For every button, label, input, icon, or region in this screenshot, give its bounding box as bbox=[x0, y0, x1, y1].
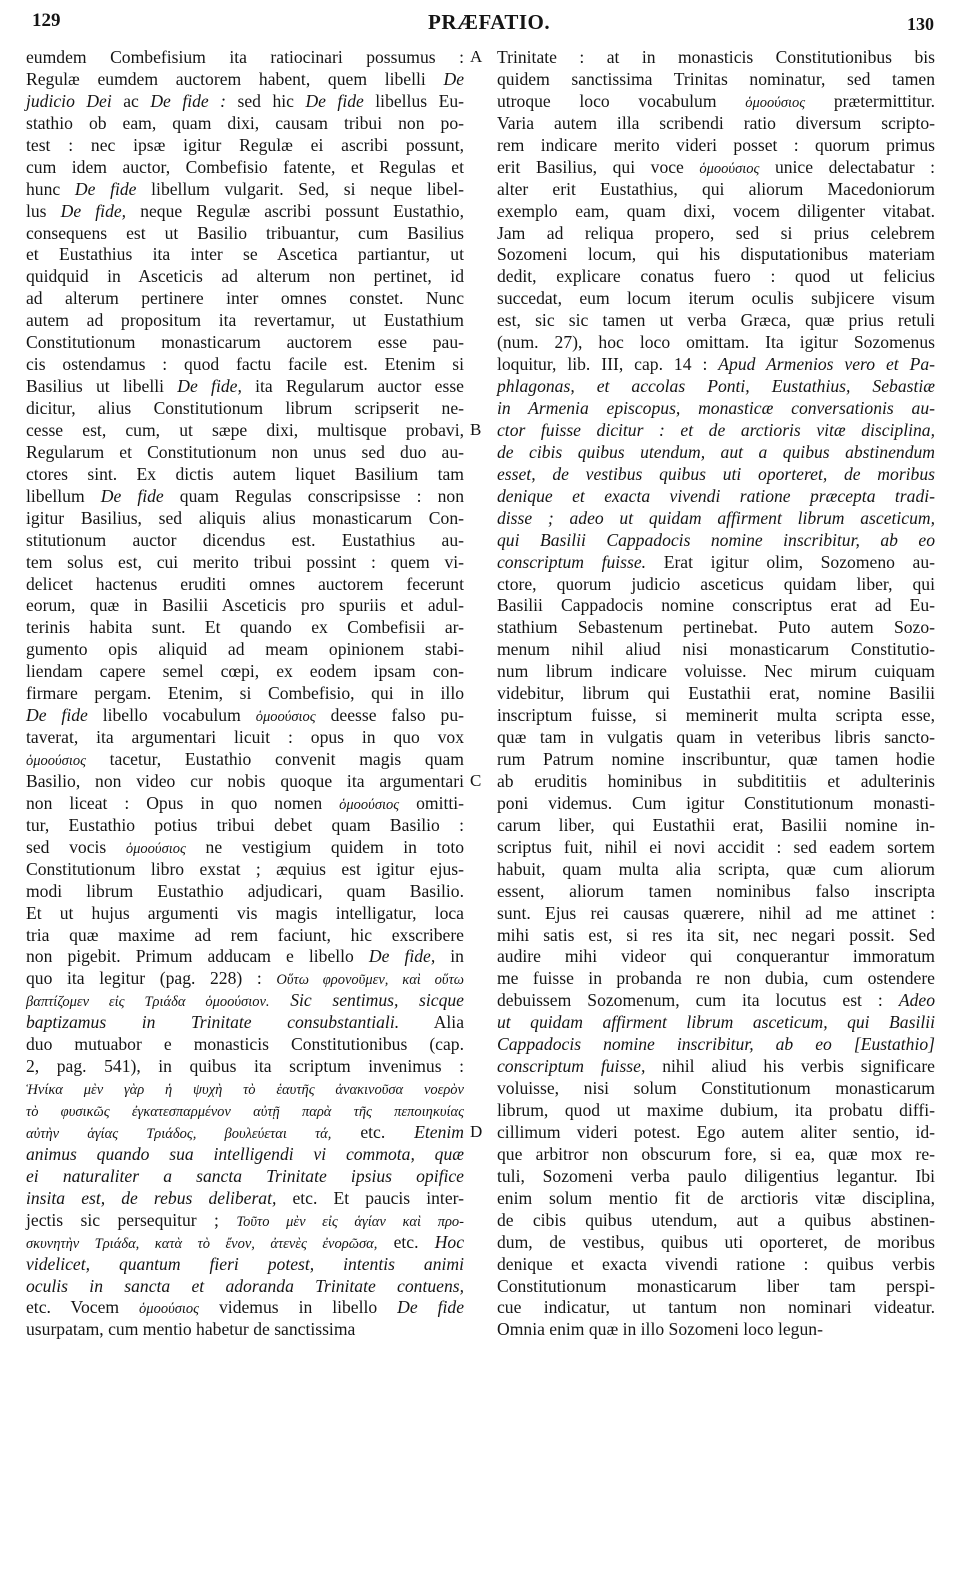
text-line bbox=[497, 705, 935, 727]
italic-text: ut quidam affirment librum asceticum, qui Basilii bbox=[497, 1012, 935, 1033]
text-run: que arbitror non obscurum fore, si ea, quæ mox re- bbox=[497, 1143, 935, 1164]
text-line bbox=[26, 1100, 464, 1122]
text-run: stathium Sebastenum pertinebat. Puto autem Sozo- bbox=[497, 617, 935, 638]
text-line bbox=[26, 354, 464, 376]
italic-text: De fide, bbox=[368, 946, 436, 967]
text-line bbox=[497, 244, 935, 266]
text-line bbox=[26, 486, 464, 508]
text-line bbox=[497, 1319, 935, 1341]
greek-text: Ἡνίκα μὲν γὰρ ἡ ψυχὴ τὸ ἑαυτῆς ἀνακινοῦσα νοερὸν bbox=[26, 1082, 464, 1099]
text-line bbox=[26, 925, 464, 947]
text-line bbox=[26, 749, 464, 771]
italic-text: conscriptum fuisse, bbox=[497, 1056, 646, 1077]
text-run: cue indicatur, ut tantum non nominari videatur. bbox=[497, 1297, 935, 1318]
text-run: audire mihi videor qui conquerantur immoratum bbox=[497, 946, 935, 967]
text-run: dicitur, alius Constitutionum librum scripserit ne- bbox=[26, 398, 464, 418]
page-number-right: 130 bbox=[907, 14, 934, 34]
greek-text: ὁμοούσιος bbox=[139, 1301, 200, 1318]
text-line bbox=[26, 47, 464, 69]
text-run: cillimum videri potest. Ego autem aliter sentio, id- bbox=[497, 1121, 935, 1142]
text-line bbox=[26, 574, 464, 596]
text-run: libellum bbox=[26, 485, 101, 506]
text-run: Basilius ut libelli bbox=[26, 376, 178, 397]
text-run: eumdem Combefisium ita ratiocinari possumus : bbox=[26, 47, 464, 67]
italic-text: De fide bbox=[397, 1297, 465, 1318]
text-line bbox=[497, 486, 935, 508]
text-line bbox=[497, 1166, 935, 1188]
italic-text: denique et exacta vivendi ratione præcepta tradi- bbox=[497, 485, 935, 506]
text-line bbox=[26, 946, 464, 968]
italic-text: De fide, bbox=[60, 200, 127, 221]
text-line bbox=[26, 179, 464, 201]
text-run: sunt. Ejus rei causas quærere, nihil ad me attinet : bbox=[497, 902, 935, 923]
text-line bbox=[497, 1188, 935, 1210]
text-line bbox=[26, 69, 464, 91]
text-line bbox=[497, 1210, 935, 1232]
text-run: succedat, eum locum iterum oculis subjicere visum bbox=[497, 288, 935, 309]
italic-text: De fide, bbox=[177, 376, 242, 397]
greek-text: ὁμοούσιος bbox=[745, 94, 806, 111]
italic-text: videlicet, quantum fieri potest, intentis animi bbox=[26, 1253, 464, 1274]
text-run: quo ita legitur (pag. 228) : bbox=[26, 968, 277, 989]
text-run: tuli, Sozomeni verba paulo diligentius legantur. Ibi bbox=[497, 1165, 935, 1186]
text-run: libello vocabulum bbox=[87, 705, 256, 726]
text-line bbox=[26, 1056, 464, 1078]
text-run: tria quæ maxime ad rem faciunt, hic exscribere bbox=[26, 924, 464, 945]
text-line bbox=[497, 530, 935, 552]
text-line bbox=[497, 859, 935, 881]
text-line bbox=[497, 157, 935, 179]
italic-text: oculis in sancta et adoranda Trinitate contuens, bbox=[26, 1275, 464, 1296]
text-line bbox=[26, 1232, 464, 1254]
text-line bbox=[26, 903, 464, 925]
text-line bbox=[497, 201, 935, 223]
text-line bbox=[497, 376, 935, 398]
text-run: firmare pergam. Etenim, si Combefisio, qui in illo bbox=[26, 683, 464, 704]
text-line bbox=[26, 1166, 464, 1188]
text-line bbox=[26, 661, 464, 683]
text-line bbox=[26, 135, 464, 157]
text-run: Basilio, non video cur nobis quoque ita argumentari bbox=[26, 770, 464, 791]
text-run: me fuisse in probanda re non dubia, cum ostendere bbox=[497, 968, 935, 989]
text-line bbox=[497, 595, 935, 617]
greek-text: τὸ φυσικῶς ἐγκατεσπαρμένον αὐτῇ παρὰ τῆς πεποιηκυίας bbox=[26, 1104, 464, 1120]
text-run: ab eruditis hominibus in subdititiis et adulterinis bbox=[497, 770, 935, 791]
text-line bbox=[26, 201, 464, 223]
text-run: de cibis quibus utendum, aut a quibus abstinen- bbox=[497, 1209, 935, 1230]
text-line bbox=[26, 815, 464, 837]
text-line bbox=[497, 332, 935, 354]
text-line bbox=[497, 310, 935, 332]
text-run: videbitur, librum qui Eustathii erat, nomine Basilii bbox=[497, 683, 935, 704]
text-line bbox=[26, 683, 464, 705]
text-run: tacetur, Eustathio convenit magis quam bbox=[86, 749, 464, 769]
italic-text: De bbox=[443, 68, 464, 89]
text-run: 2, pag. 541), in quibus ita scriptum invenimus : bbox=[26, 1056, 464, 1077]
italic-text: Etenim bbox=[414, 1121, 465, 1142]
italic-text: De fide bbox=[100, 485, 164, 506]
text-line bbox=[26, 288, 464, 310]
text-run: ita Regularum auctor esse bbox=[241, 376, 464, 397]
text-line bbox=[26, 771, 464, 793]
text-line bbox=[26, 376, 464, 398]
text-line bbox=[497, 552, 935, 574]
italic-text: Apud Armenios vero et Pa- bbox=[718, 354, 935, 375]
text-run: erit Basilius, qui voce bbox=[497, 156, 700, 177]
italic-text: Cappadocis nomine inscribitur, ab eo bbox=[497, 1034, 832, 1055]
text-run: Et ut hujus argumenti vis magis intelligatur, loca bbox=[26, 902, 464, 923]
text-line bbox=[26, 1254, 464, 1276]
text-run: carum liber, qui Eustathii erat, Basilii nomine in- bbox=[497, 814, 935, 835]
text-line bbox=[497, 946, 935, 968]
text-run: exemplo eam, quam dixi, vocem diligenter vitabat. bbox=[497, 200, 935, 221]
text-run: unice delectabatur : bbox=[759, 156, 935, 177]
text-run: cesse est, cum, ut sæpe dixi, multisque probavi, bbox=[26, 419, 464, 440]
text-run: debuissem Sozomenum, cum ita locutus est : bbox=[497, 990, 899, 1011]
text-line bbox=[497, 727, 935, 749]
text-line bbox=[497, 1254, 935, 1276]
margin-letter-b: B bbox=[470, 420, 482, 439]
italic-text: judicio Dei bbox=[26, 90, 112, 111]
text-line bbox=[26, 1078, 464, 1100]
italic-text: Adeo bbox=[898, 990, 935, 1011]
text-run: delicet hactenus eruditi omnes auctorem fecerunt bbox=[26, 573, 464, 594]
text-line bbox=[26, 617, 464, 639]
text-line bbox=[26, 595, 464, 617]
text-run: rem indicare merito videri posset : quorum primus bbox=[497, 134, 935, 155]
text-run: etc. Et paucis inter- bbox=[276, 1187, 464, 1208]
italic-text: de cibis quibus utendum, aut a quibus abstinendum bbox=[497, 441, 935, 462]
margin-letter-d: D bbox=[470, 1122, 483, 1141]
text-line bbox=[26, 442, 464, 464]
text-line bbox=[497, 683, 935, 705]
text-line bbox=[497, 925, 935, 947]
text-run: hunc bbox=[26, 178, 75, 199]
text-run: ad alterum pertinere inter omnes constet. Nunc bbox=[26, 288, 464, 309]
text-line bbox=[26, 266, 464, 288]
text-line bbox=[26, 990, 464, 1012]
text-run: inscriptum fuisse, si meminerit multa scripta esse, bbox=[497, 705, 935, 726]
text-run: gumento opis aliquid ad meam opinionem stabi- bbox=[26, 639, 464, 660]
text-run: taverat, ita argumentari licuit : opus in quo vox bbox=[26, 727, 464, 748]
text-line bbox=[26, 793, 464, 815]
text-run: Omnia enim quæ in illo Sozomeni loco legun- bbox=[497, 1319, 823, 1340]
text-line bbox=[26, 398, 464, 420]
text-run: ne vestigium quidem in toto bbox=[185, 836, 464, 857]
text-run: essent, aliorum tamen nominibus falso inscripta bbox=[497, 880, 935, 901]
text-run: Constitutionum libro exstat ; æquius est igitur ejus- bbox=[26, 858, 464, 879]
text-run: dum, de vestibus, quibus uti oporteret, de moribus bbox=[497, 1231, 935, 1252]
text-line bbox=[26, 1276, 464, 1298]
text-run: neque Regulæ ascribi possunt Eustathio, bbox=[126, 200, 464, 221]
text-run: dedit, explicare conatus fuero : quod ut felicius bbox=[497, 266, 935, 287]
text-run: Constitutionum monasticarum auctorem esse pau- bbox=[26, 332, 464, 353]
text-line bbox=[497, 135, 935, 157]
text-run: igitur Basilius, sed aliquis alius monasticarum Con- bbox=[26, 507, 464, 528]
italic-text: ctor fuisse dicitur : et de arctioris vitæ disciplina, bbox=[497, 419, 935, 440]
greek-text: ὁμοούσιος bbox=[339, 796, 400, 813]
text-line bbox=[497, 639, 935, 661]
italic-text: insita est, de rebus deliberat, bbox=[26, 1187, 277, 1208]
text-line bbox=[497, 1034, 935, 1056]
text-run: liendam capere semel cœpi, ex eodem ipsam con- bbox=[26, 661, 464, 682]
text-run: etc. Vocem bbox=[26, 1297, 140, 1318]
text-run: stathio ob eam, quam dixi, causam tribui non po- bbox=[26, 112, 464, 133]
text-line bbox=[26, 1319, 464, 1341]
text-line bbox=[26, 639, 464, 661]
text-run: menum nihil aliud nisi monasticarum Constitutio- bbox=[497, 639, 935, 660]
text-line bbox=[26, 881, 464, 903]
text-run: autem ad propositum ita revertamur, ut Eustathium bbox=[26, 310, 464, 331]
text-line bbox=[497, 1100, 935, 1122]
text-line bbox=[497, 1122, 935, 1144]
text-run: terinis habita sunt. Et quando ex Combefisii ar- bbox=[26, 617, 464, 638]
greek-text: Τοῦτο μὲν εἰς ἁγίαν καὶ προ- bbox=[236, 1213, 464, 1230]
greek-text: αὐτὴν ἁγίας Τριάδος, βουλεύεται τά, bbox=[26, 1125, 332, 1142]
italic-text: baptizamus in Trinitate consubstantiali. bbox=[26, 1012, 400, 1033]
running-title: PRÆFATIO. bbox=[428, 10, 551, 34]
text-line bbox=[26, 530, 464, 552]
text-line bbox=[26, 1188, 464, 1210]
text-run: ctores sint. Ex dictis autem liquet Basilium tam bbox=[26, 463, 464, 484]
text-run: (num. 27), hoc loco omittam. Ita igitur Sozomenus bbox=[497, 332, 935, 353]
text-run: utroque loco vocabulum bbox=[497, 90, 746, 111]
greek-text: ὁμοούσιος bbox=[125, 840, 186, 857]
text-run: mihi satis est, si res ita sit, nec negari possit. Sed bbox=[497, 924, 935, 945]
text-line bbox=[497, 1297, 935, 1319]
text-run: ctore, quorum judicio asceticus quidam liber, qui bbox=[497, 573, 935, 594]
text-run: test : nec ipsæ igitur Regulæ ei ascribi possunt, bbox=[26, 134, 464, 155]
text-line bbox=[26, 113, 464, 135]
text-line bbox=[26, 157, 464, 179]
left-text-column bbox=[26, 47, 464, 1341]
text-run: lus bbox=[26, 200, 61, 221]
text-run: quam Regulas conscripsisse : non bbox=[163, 485, 465, 506]
text-line bbox=[497, 837, 935, 859]
text-line bbox=[497, 464, 935, 486]
text-run: et Eustathius ita inter se Ascetica partiantur, ut bbox=[26, 244, 464, 265]
italic-text: Sic sentimus, sicque bbox=[290, 990, 464, 1011]
italic-text: phlagonas, et accolas Ponti, Eustathius, Sebastiæ bbox=[497, 376, 935, 397]
text-line bbox=[26, 859, 464, 881]
italic-text: ei naturaliter a sancta Trinitate ipsius opifice bbox=[26, 1165, 464, 1186]
text-line bbox=[497, 661, 935, 683]
text-run: jectis sic persequitur ; bbox=[26, 1209, 237, 1230]
text-line bbox=[26, 332, 464, 354]
text-line bbox=[497, 771, 935, 793]
text-run: libellus Eu- bbox=[363, 90, 464, 111]
italic-text: animus quando sua intelligendi vi commota, quæ bbox=[26, 1143, 464, 1164]
greek-text: ὁμοούσιος bbox=[699, 160, 760, 177]
italic-text: De fide bbox=[74, 178, 137, 199]
text-run: prætermittitur. bbox=[805, 90, 935, 111]
text-run: consequens est ut Basilio tribuantur, cum Basilius bbox=[26, 222, 464, 243]
text-run: denique et exacta vivendi ratione : quibus verbis bbox=[497, 1253, 935, 1274]
page-number-left: 129 bbox=[32, 10, 61, 31]
text-run: Basilii Cappadocis nomine conscriptus erat ad Eu- bbox=[497, 595, 935, 616]
text-line bbox=[497, 793, 935, 815]
text-line bbox=[497, 442, 935, 464]
text-run: loquitur, lib. III, cap. 14 : bbox=[497, 354, 719, 375]
text-line bbox=[497, 815, 935, 837]
text-run: enim solum mentio fit de arctioris vitæ disciplina, bbox=[497, 1187, 935, 1208]
text-line bbox=[497, 1144, 935, 1166]
text-run: num librum indicare voluisse. Nec mirum cuiquam bbox=[497, 661, 935, 682]
text-line bbox=[497, 1232, 935, 1254]
text-line bbox=[26, 837, 464, 859]
italic-text: qui Basilii Cappadocis nomine inscribitur, ab eo bbox=[497, 529, 935, 550]
text-line bbox=[497, 881, 935, 903]
text-run: deesse falso pu- bbox=[315, 705, 464, 726]
text-line bbox=[497, 266, 935, 288]
text-run: Jam ad reliqua propero, sed si prius celebrem bbox=[497, 222, 935, 243]
text-line bbox=[497, 113, 935, 135]
text-run: omitti- bbox=[399, 792, 465, 813]
text-run: Trinitate : at in monasticis Constitutionibus bis bbox=[497, 47, 935, 67]
text-line bbox=[497, 1056, 935, 1078]
text-run: in bbox=[435, 946, 464, 967]
text-line bbox=[26, 420, 464, 442]
text-line bbox=[497, 47, 935, 69]
text-line bbox=[497, 69, 935, 91]
italic-text: [Eustathio] bbox=[831, 1034, 935, 1055]
text-run: alter erit Eustathius, qui aliorum Macedoniorum bbox=[497, 178, 935, 199]
text-run: non pigebit. Primum adducam e libello bbox=[26, 946, 369, 967]
text-line bbox=[26, 464, 464, 486]
text-line bbox=[26, 705, 464, 727]
text-run: rum Patrum nomine inscribuntur, quæ tamen hodie bbox=[497, 749, 935, 769]
text-run: librum, quod ut maxime dubium, ita probatu diffi- bbox=[497, 1100, 935, 1120]
text-line bbox=[497, 617, 935, 639]
text-line bbox=[26, 1034, 464, 1056]
text-line bbox=[497, 288, 935, 310]
text-run: sed vocis bbox=[26, 836, 126, 857]
margin-letter-a: A bbox=[470, 47, 483, 66]
text-line bbox=[497, 574, 935, 596]
text-run: Regulæ eumdem auctorem habent, quem libelli bbox=[26, 68, 444, 89]
text-line bbox=[26, 727, 464, 749]
italic-text: De fide : bbox=[150, 90, 227, 111]
text-line bbox=[497, 354, 935, 376]
text-line bbox=[497, 420, 935, 442]
text-run: ac bbox=[111, 90, 151, 111]
text-line bbox=[497, 91, 935, 113]
text-line bbox=[26, 552, 464, 574]
text-line bbox=[26, 91, 464, 113]
text-run: modi librum Eustathio adjudicari, quam Basilio. bbox=[26, 880, 464, 901]
text-run: etc. bbox=[377, 1231, 435, 1252]
italic-text: De fide bbox=[305, 90, 364, 111]
text-line bbox=[26, 1144, 464, 1166]
text-line bbox=[26, 968, 464, 990]
text-run: non liceat : Opus in quo nomen bbox=[26, 792, 340, 813]
text-line bbox=[26, 1122, 464, 1144]
text-run: tur, Eustathio potius tribui debet quam Basilio : bbox=[26, 814, 464, 835]
text-run: scriptus fuit, nihil ei novi accidit : sed eadem sortem bbox=[497, 836, 935, 857]
text-run: voluisse, nisi solum Constitutionum monasticarum bbox=[497, 1078, 935, 1099]
text-run: Erat igitur olim, Sozomeno au- bbox=[646, 551, 935, 572]
text-run: usurpatam, cum mentio habetur de sanctissima bbox=[26, 1319, 356, 1340]
text-run: videmus in libello bbox=[199, 1297, 398, 1318]
text-line bbox=[26, 310, 464, 332]
text-run: Sozomeni locum, qui his disputationibus materiam bbox=[497, 244, 935, 265]
text-line bbox=[497, 398, 935, 420]
text-run: quæ tam in vulgatis quam in veteribus libris sancto- bbox=[497, 727, 935, 748]
italic-text: De fide bbox=[26, 705, 88, 726]
greek-text: ὁμοούσιος bbox=[26, 753, 86, 769]
text-run: nihil aliud his verbis significare bbox=[645, 1056, 935, 1077]
greek-text: ὁμοούσιος bbox=[255, 709, 316, 726]
text-run: tem solus est, cui merito tribui possint : quem vi- bbox=[26, 551, 464, 572]
italic-text: conscriptum fuisse. bbox=[497, 551, 647, 572]
text-run: poni videmus. Cum igitur Constitutionum monasti- bbox=[497, 792, 935, 813]
text-line bbox=[26, 1012, 464, 1034]
text-line bbox=[497, 990, 935, 1012]
text-run: sed hic bbox=[226, 90, 306, 111]
text-run: quidem sanctissima Trinitas nominatur, sed tamen bbox=[497, 68, 935, 89]
text-run: eorum, quæ in Basilii Asceticis pro spuriis et adul- bbox=[26, 595, 464, 616]
text-line bbox=[497, 903, 935, 925]
text-line bbox=[26, 508, 464, 530]
text-run: stitutionum auctor dicendus est. Eustathius au- bbox=[26, 529, 464, 550]
italic-text: disse ; adeo ut quidam affirment librum asceticum, bbox=[497, 507, 935, 528]
text-run: Constitutionum monasticarum liber tam perspi- bbox=[497, 1275, 935, 1296]
greek-text: σκυνητὴν Τριάδα, κατὰ τὸ ἔνον, ἀτενὲς ἐνορῶσα, bbox=[26, 1235, 378, 1252]
text-line bbox=[497, 508, 935, 530]
text-line bbox=[26, 1210, 464, 1232]
text-run: quidquid in Asceticis ad alterum non pertinet, id bbox=[26, 266, 464, 287]
text-run: cis ostendamus : quod factu facile est. Etenim si bbox=[26, 354, 464, 375]
right-text-column bbox=[497, 47, 935, 1341]
margin-letter-c: C bbox=[470, 771, 482, 790]
text-run: Varia autem illa scribendi ratio diversum scripto- bbox=[497, 112, 935, 133]
text-run bbox=[270, 990, 291, 1010]
text-run: libellum vulgarit. Sed, si neque libel- bbox=[136, 178, 464, 199]
text-line bbox=[497, 1012, 935, 1034]
text-line bbox=[26, 244, 464, 266]
text-line bbox=[497, 223, 935, 245]
text-line bbox=[497, 1276, 935, 1298]
text-run: duo mutuabor e monasticis Constitutionibus (cap. bbox=[26, 1034, 464, 1055]
text-line bbox=[26, 223, 464, 245]
italic-text: in Armenia episcopus, monasticæ conversationis au- bbox=[497, 398, 935, 418]
text-run: habuit, quam multa alia scripta, quæ cum aliorum bbox=[497, 858, 935, 879]
greek-text: βαπτίζομεν εἰς Τριάδα ὁμοούσιον. bbox=[26, 994, 270, 1011]
greek-text: Οὕτω φρονοῦμεν, καὶ οὕτω bbox=[276, 972, 464, 989]
text-run: Regularum et Constitutionum non unus sed duo au- bbox=[26, 441, 464, 462]
text-line bbox=[497, 968, 935, 990]
text-run: est, sic sic tamen ut verba Græca, quæ prius retuli bbox=[497, 310, 935, 331]
italic-text: esset, de vestibus quibus uti oporteret, de moribus bbox=[497, 463, 935, 484]
text-line bbox=[497, 1078, 935, 1100]
text-run: Alia bbox=[399, 1012, 465, 1033]
text-line bbox=[497, 179, 935, 201]
text-run: cum idem auctor, Combefisio fatente, et Regulas et bbox=[26, 156, 464, 177]
italic-text: Hoc bbox=[434, 1231, 464, 1252]
text-line bbox=[497, 749, 935, 771]
text-line bbox=[26, 1297, 464, 1319]
text-run: etc. bbox=[331, 1121, 415, 1142]
